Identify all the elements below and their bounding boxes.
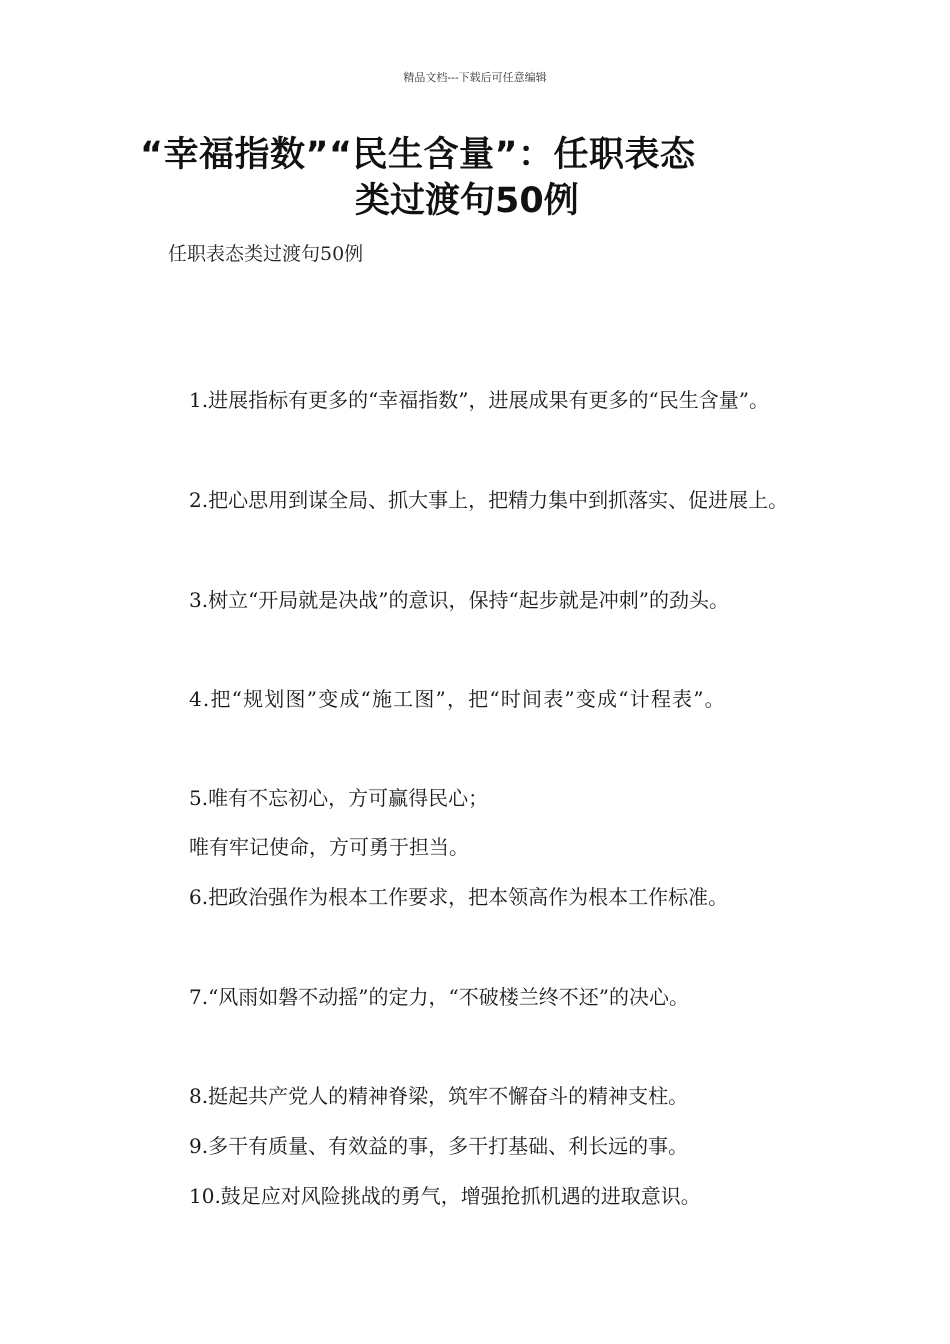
title-line-1: “幸福指数”“民生含量”：任职表态 — [140, 135, 696, 175]
paragraph-3: 3.树立“开局就是决战”的意识，保持“起步就是冲刺”的劲头。 — [189, 588, 729, 612]
header-note: 精品文档---下载后可任意编辑 — [403, 71, 547, 84]
paragraph-5b: 唯有牢记使命，方可勇于担当。 — [189, 835, 469, 859]
paragraph-6: 6.把政治强作为根本工作要求，把本领高作为根本工作标准。 — [189, 885, 729, 909]
paragraph-4: 4.把“规划图”变成“施工图”，把“时间表”变成“计程表”。 — [189, 687, 726, 711]
subtitle: 任职表态类过渡句50例 — [168, 243, 364, 265]
title-line-2: 类过渡句50例 — [355, 181, 579, 221]
paragraph-8: 8.挺起共产党人的精神脊梁，筑牢不懈奋斗的精神支柱。 — [189, 1084, 689, 1108]
paragraph-9: 9.多干有质量、有效益的事，多干打基础、利长远的事。 — [189, 1134, 689, 1158]
paragraph-1: 1.进展指标有更多的“幸福指数”，进展成果有更多的“民生含量”。 — [189, 388, 769, 412]
document-title — [140, 132, 820, 224]
paragraph-7: 7.“风雨如磐不动摇”的定力，“不破楼兰终不还”的决心。 — [189, 985, 689, 1009]
paragraph-10: 10.鼓足应对风险挑战的勇气，增强抢抓机遇的进取意识。 — [189, 1184, 701, 1208]
paragraph-2: 2.把心思用到谋全局、抓大事上，把精力集中到抓落实、促进展上。 — [189, 488, 789, 512]
paragraph-5a: 5.唯有不忘初心，方可赢得民心； — [189, 786, 489, 810]
